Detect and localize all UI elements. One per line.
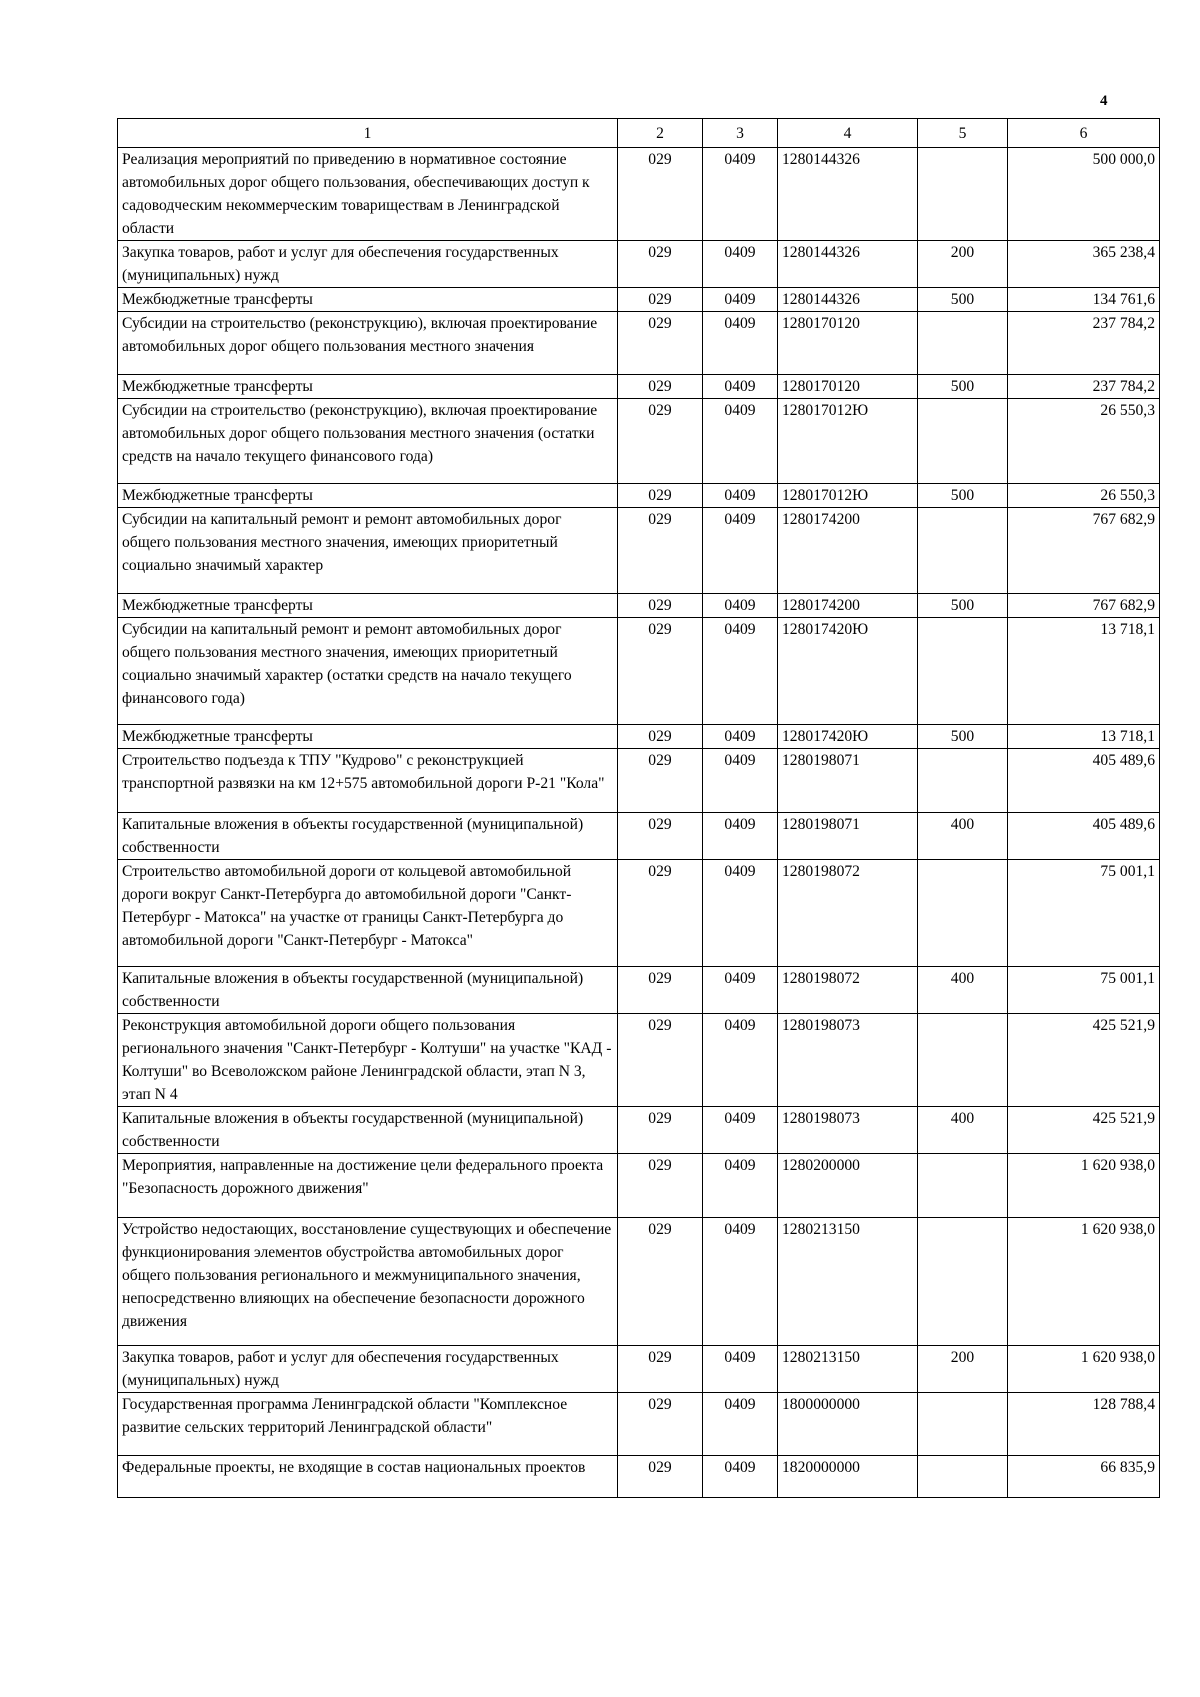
row-gr-cell: 029 [618,813,703,860]
row-csr-cell: 1280170120 [778,312,918,375]
row-gr-cell: 029 [618,967,703,1014]
row-gr-cell: 029 [618,749,703,813]
row-vr-cell [918,1014,1008,1107]
row-name-cell: Закупка товаров, работ и услуг для обеспечения государственных (муниципальных) нужд [118,241,618,288]
row-rzpr-cell: 0409 [703,1014,778,1107]
row-vr-cell: 500 [918,288,1008,312]
row-csr-cell: 1280198072 [778,860,918,967]
row-amount-cell: 425 521,9 [1008,1014,1160,1107]
row-amount-cell: 66 835,9 [1008,1456,1160,1498]
row-vr-cell: 500 [918,725,1008,749]
row-rzpr-cell: 0409 [703,484,778,508]
row-gr-cell: 029 [618,1014,703,1107]
row-vr-cell [918,508,1008,594]
header-col-4: 4 [778,119,918,148]
row-rzpr-cell: 0409 [703,375,778,399]
row-csr-cell: 128017012Ю [778,399,918,484]
row-csr-cell: 1280198072 [778,967,918,1014]
table-row [118,618,1160,725]
row-gr-cell: 029 [618,241,703,288]
row-csr-cell: 1280198073 [778,1107,918,1154]
table-row [118,312,1160,375]
row-name-cell: Капитальные вложения в объекты государственной (муниципальной) собственности [118,1107,618,1154]
row-rzpr-cell: 0409 [703,399,778,484]
row-vr-cell [918,1218,1008,1346]
page-number: 4 [1100,93,1108,109]
row-amount-cell: 365 238,4 [1008,241,1160,288]
row-amount-cell: 75 001,1 [1008,967,1160,1014]
row-vr-cell [918,1456,1008,1498]
row-csr-cell: 1280170120 [778,375,918,399]
row-rzpr-cell: 0409 [703,725,778,749]
table-row [118,484,1160,508]
row-csr-cell: 1280198073 [778,1014,918,1107]
row-rzpr-cell: 0409 [703,1154,778,1218]
row-gr-cell: 029 [618,594,703,618]
table-row [118,1154,1160,1218]
row-vr-cell: 500 [918,375,1008,399]
row-rzpr-cell: 0409 [703,1456,778,1498]
row-csr-cell: 1280144326 [778,288,918,312]
row-csr-cell: 1280198071 [778,813,918,860]
table-row [118,860,1160,967]
row-rzpr-cell: 0409 [703,312,778,375]
row-csr-cell: 1280213150 [778,1346,918,1393]
row-vr-cell [918,148,1008,241]
row-name-cell: Капитальные вложения в объекты государственной (муниципальной) собственности [118,967,618,1014]
row-amount-cell: 13 718,1 [1008,725,1160,749]
table-row [118,1393,1160,1456]
row-csr-cell: 1280174200 [778,508,918,594]
row-rzpr-cell: 0409 [703,288,778,312]
row-csr-cell: 1280213150 [778,1218,918,1346]
row-vr-cell: 400 [918,1107,1008,1154]
row-amount-cell: 1 620 938,0 [1008,1346,1160,1393]
row-rzpr-cell: 0409 [703,1346,778,1393]
row-name-cell: Капитальные вложения в объекты государственной (муниципальной) собственности [118,813,618,860]
row-amount-cell: 26 550,3 [1008,399,1160,484]
row-csr-cell: 128017420Ю [778,618,918,725]
row-gr-cell: 029 [618,725,703,749]
row-gr-cell: 029 [618,1218,703,1346]
row-name-cell: Федеральные проекты, не входящие в состав национальных проектов [118,1456,618,1498]
row-vr-cell: 500 [918,484,1008,508]
table-row [118,1346,1160,1393]
row-amount-cell: 767 682,9 [1008,508,1160,594]
row-vr-cell [918,312,1008,375]
row-vr-cell [918,1393,1008,1456]
row-vr-cell: 500 [918,594,1008,618]
row-name-cell: Субсидии на капитальный ремонт и ремонт автомобильных дорог общего пользования местного значения, имеющих приоритетный социально значимый характер (остатки средств на начало текущего финансового года) [118,618,618,725]
table-row [118,813,1160,860]
row-name-cell: Реконструкция автомобильной дороги общего пользования регионального значения "Санкт-Петербург - Колтуши" на участке "КАД - Колтуши" во Всеволожском районе Ленинградской области, этап N 3, этап N 4 [118,1014,618,1107]
header-col-3: 3 [703,119,778,148]
row-gr-cell: 029 [618,148,703,241]
table-row [118,1107,1160,1154]
row-amount-cell: 1 620 938,0 [1008,1218,1160,1346]
row-amount-cell: 237 784,2 [1008,312,1160,375]
row-amount-cell: 75 001,1 [1008,860,1160,967]
row-amount-cell: 237 784,2 [1008,375,1160,399]
table-row [118,1218,1160,1346]
header-col-6: 6 [1008,119,1160,148]
row-csr-cell: 1280200000 [778,1154,918,1218]
row-name-cell: Строительство подъезда к ТПУ "Кудрово" с реконструкцией транспортной развязки на км 12+575 автомобильной дороги Р-21 "Кола" [118,749,618,813]
row-amount-cell: 767 682,9 [1008,594,1160,618]
budget-table [117,118,1160,1498]
row-gr-cell: 029 [618,288,703,312]
row-gr-cell: 029 [618,399,703,484]
table-row [118,594,1160,618]
row-name-cell: Субсидии на строительство (реконструкцию), включая проектирование автомобильных дорог общего пользования местного значения (остатки средств на начало текущего финансового года) [118,399,618,484]
row-name-cell: Межбюджетные трансферты [118,725,618,749]
row-gr-cell: 029 [618,508,703,594]
row-csr-cell: 1280174200 [778,594,918,618]
row-vr-cell: 400 [918,967,1008,1014]
row-csr-cell: 1820000000 [778,1456,918,1498]
row-rzpr-cell: 0409 [703,241,778,288]
row-amount-cell: 425 521,9 [1008,1107,1160,1154]
row-vr-cell [918,618,1008,725]
row-rzpr-cell: 0409 [703,1218,778,1346]
row-gr-cell: 029 [618,1346,703,1393]
row-rzpr-cell: 0409 [703,860,778,967]
header-col-1: 1 [118,119,618,148]
row-name-cell: Закупка товаров, работ и услуг для обеспечения государственных (муниципальных) нужд [118,1346,618,1393]
table-row [118,375,1160,399]
row-amount-cell: 128 788,4 [1008,1393,1160,1456]
row-vr-cell: 400 [918,813,1008,860]
table-row [118,288,1160,312]
table-row [118,508,1160,594]
row-rzpr-cell: 0409 [703,594,778,618]
row-gr-cell: 029 [618,1456,703,1498]
row-gr-cell: 029 [618,1393,703,1456]
row-rzpr-cell: 0409 [703,1107,778,1154]
table-header-row [118,119,1160,148]
row-name-cell: Межбюджетные трансферты [118,375,618,399]
row-vr-cell [918,860,1008,967]
row-csr-cell: 1280198071 [778,749,918,813]
table-row [118,1456,1160,1498]
row-vr-cell: 200 [918,1346,1008,1393]
row-rzpr-cell: 0409 [703,967,778,1014]
row-csr-cell: 1800000000 [778,1393,918,1456]
table-row [118,749,1160,813]
table-row [118,399,1160,484]
row-name-cell: Межбюджетные трансферты [118,594,618,618]
row-vr-cell [918,749,1008,813]
row-gr-cell: 029 [618,1154,703,1218]
row-amount-cell: 405 489,6 [1008,813,1160,860]
table-row [118,725,1160,749]
row-amount-cell: 405 489,6 [1008,749,1160,813]
row-name-cell: Субсидии на капитальный ремонт и ремонт автомобильных дорог общего пользования местного значения, имеющих приоритетный социально значимый характер [118,508,618,594]
row-name-cell: Мероприятия, направленные на достижение цели федерального проекта "Безопасность дорожного движения" [118,1154,618,1218]
row-vr-cell [918,1154,1008,1218]
row-name-cell: Межбюджетные трансферты [118,484,618,508]
row-name-cell: Субсидии на строительство (реконструкцию), включая проектирование автомобильных дорог общего пользования местного значения [118,312,618,375]
row-vr-cell [918,399,1008,484]
row-rzpr-cell: 0409 [703,148,778,241]
row-name-cell: Строительство автомобильной дороги от кольцевой автомобильной дороги вокруг Санкт-Петербурга до автомобильной дороги "Санкт-Петербург - Матокса" на участке от границы Санкт-Петербурга до автомобильной дороги "Санкт-Петербург - Матокса" [118,860,618,967]
table-row [118,1014,1160,1107]
row-csr-cell: 128017012Ю [778,484,918,508]
row-vr-cell: 200 [918,241,1008,288]
row-name-cell: Устройство недостающих, восстановление существующих и обеспечение функционирования элементов обустройства автомобильных дорог общего пользования регионального и межмуниципального значения, непосредственно влияющих на обеспечение безопасности дорожного движения [118,1218,618,1346]
row-rzpr-cell: 0409 [703,508,778,594]
table-row [118,241,1160,288]
row-amount-cell: 500 000,0 [1008,148,1160,241]
row-name-cell: Межбюджетные трансферты [118,288,618,312]
row-amount-cell: 13 718,1 [1008,618,1160,725]
row-gr-cell: 029 [618,312,703,375]
row-gr-cell: 029 [618,1107,703,1154]
row-rzpr-cell: 0409 [703,813,778,860]
row-rzpr-cell: 0409 [703,618,778,725]
row-amount-cell: 134 761,6 [1008,288,1160,312]
table-row [118,148,1160,241]
row-rzpr-cell: 0409 [703,1393,778,1456]
header-col-5: 5 [918,119,1008,148]
row-gr-cell: 029 [618,618,703,725]
header-col-2: 2 [618,119,703,148]
row-name-cell: Государственная программа Ленинградской области "Комплексное развитие сельских территорий Ленинградской области" [118,1393,618,1456]
row-csr-cell: 128017420Ю [778,725,918,749]
row-gr-cell: 029 [618,484,703,508]
row-amount-cell: 26 550,3 [1008,484,1160,508]
table-row [118,967,1160,1014]
row-rzpr-cell: 0409 [703,749,778,813]
row-gr-cell: 029 [618,860,703,967]
row-amount-cell: 1 620 938,0 [1008,1154,1160,1218]
table-body [118,148,1160,1498]
row-name-cell: Реализация мероприятий по приведению в нормативное состояние автомобильных дорог общего пользования, обеспечивающих доступ к садоводческим некоммерческим товариществам в Ленинградской области [118,148,618,241]
row-gr-cell: 029 [618,375,703,399]
row-csr-cell: 1280144326 [778,241,918,288]
row-csr-cell: 1280144326 [778,148,918,241]
